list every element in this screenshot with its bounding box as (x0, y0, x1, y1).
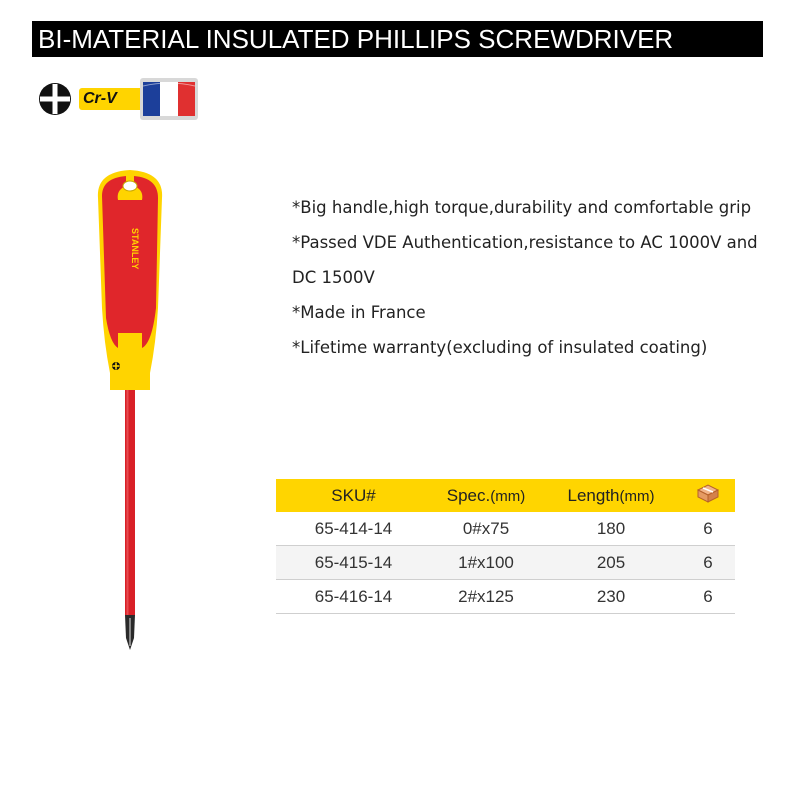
handle-brand-text: STANLEY (130, 228, 140, 270)
feature-list (292, 190, 762, 365)
screwdriver-icon (80, 168, 180, 658)
cell-sku: 65-414-14 (276, 512, 431, 546)
cell-sku: 65-415-14 (276, 546, 431, 580)
cell-spec: 2#x125 (431, 580, 541, 614)
cell-spec: 1#x100 (431, 546, 541, 580)
cell-length: 180 (541, 512, 681, 546)
feature-item: *Passed VDE Authentication,resistance to AC 1000V and DC 1500V (292, 233, 758, 287)
table-row (276, 546, 735, 580)
table-row (276, 512, 735, 546)
feature-item: *Made in France (292, 303, 426, 322)
cell-length: 230 (541, 580, 681, 614)
page-title: BI-MATERIAL INSULATED PHILLIPS SCREWDRIVER (32, 21, 763, 57)
feature-item: *Big handle,high torque,durability and comfortable grip (292, 198, 752, 217)
header-qty (681, 479, 735, 512)
table-row (276, 580, 735, 614)
feature-item: *Lifetime warranty(excluding of insulated coating) (292, 338, 708, 357)
spec-table (276, 479, 735, 614)
france-flag-icon (140, 78, 198, 120)
cell-length: 205 (541, 546, 681, 580)
header-length: Length(mm) (541, 479, 681, 512)
table-header-row (276, 479, 735, 512)
cell-sku: 65-416-14 (276, 580, 431, 614)
header-spec: Spec.(mm) (431, 479, 541, 512)
cell-qty: 6 (681, 546, 735, 580)
cell-qty: 6 (681, 580, 735, 614)
box-icon (695, 482, 721, 504)
cell-qty: 6 (681, 512, 735, 546)
phillips-tip-icon (38, 82, 72, 116)
material-badge: Cr-V (79, 88, 169, 110)
cell-spec: 0#x75 (431, 512, 541, 546)
header-sku: SKU# (276, 479, 431, 512)
